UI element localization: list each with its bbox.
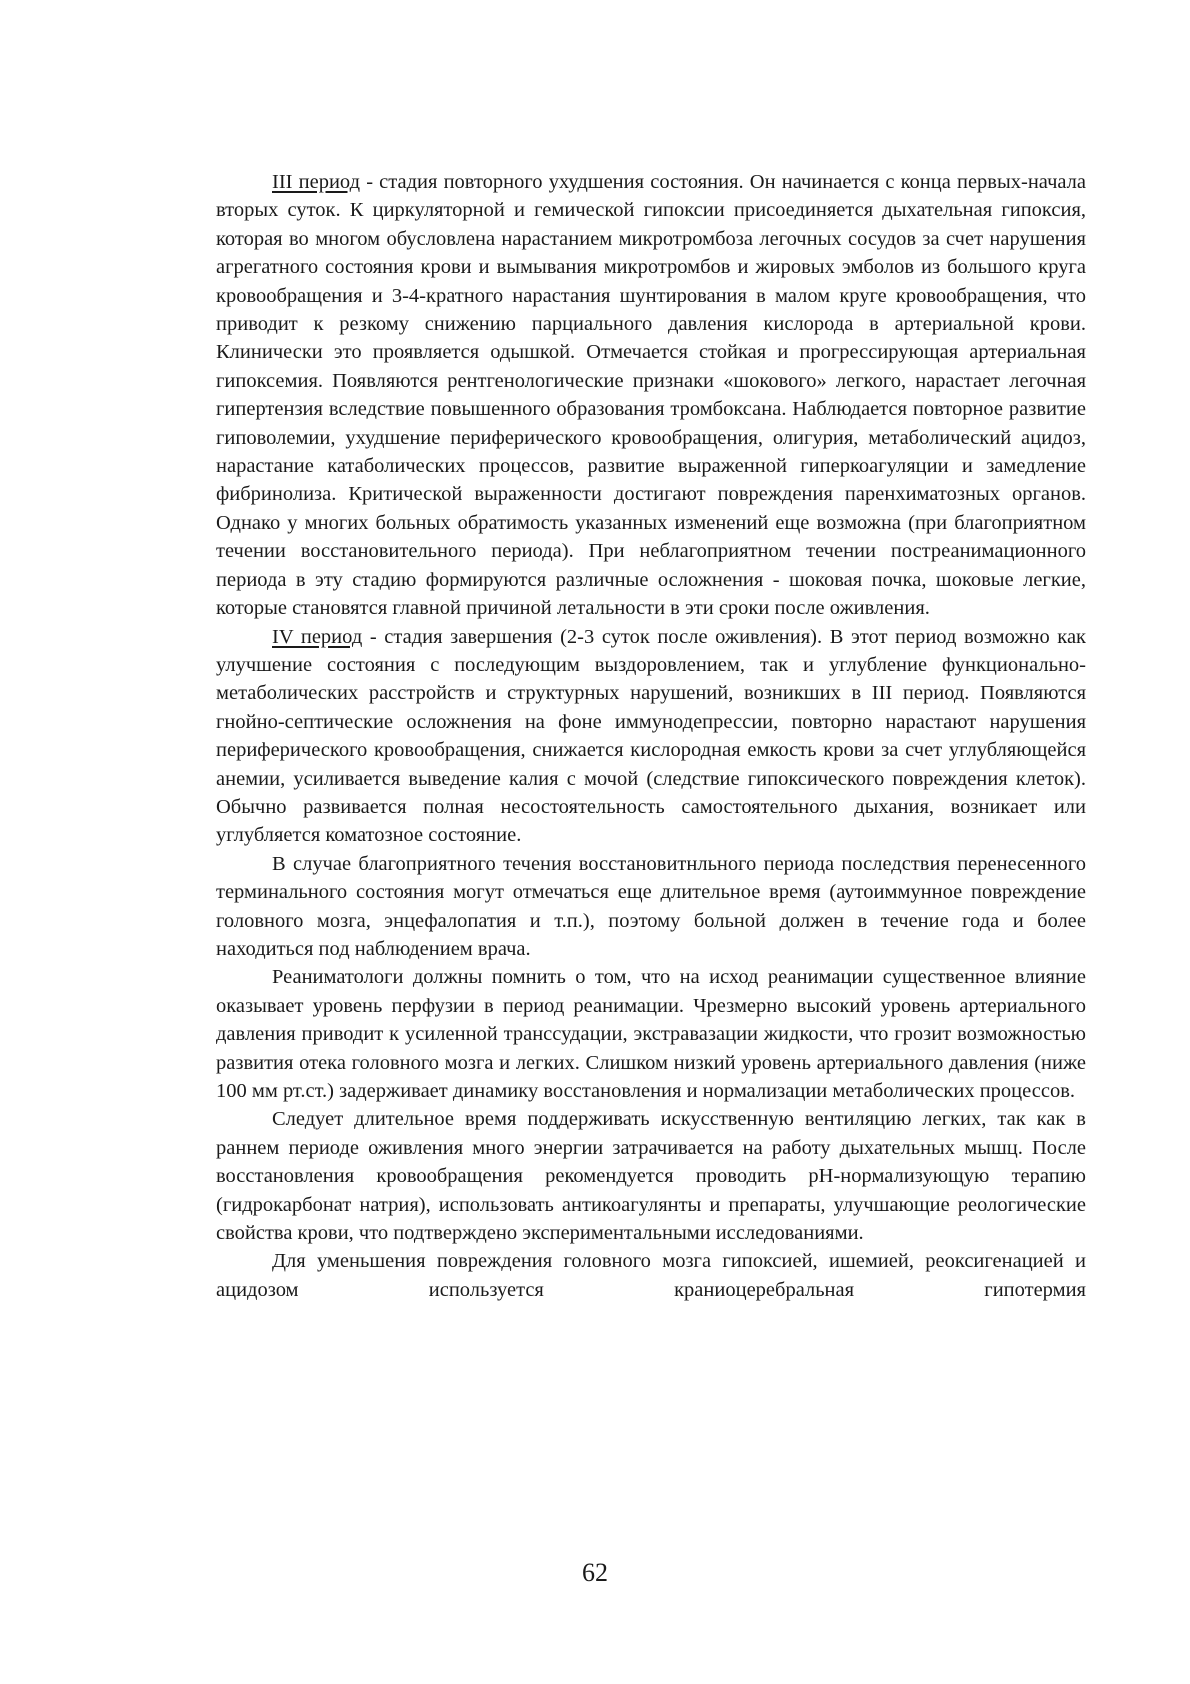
hypothermia-text: Для уменьшения повреждения головного мозга гипоксией, ишемией, реоксигенацией и ацидозом используется краниоцеребральная гипотермия — [216, 1250, 1086, 1301]
paragraph-period-3 — [216, 168, 1086, 623]
perfusion-level-text: Реаниматологи должны помнить о том, что на исход реанимации существенное влияние оказывает уровень перфузии в период реанимации. Чрезмерно высокий уровень артериального давления приводит к усиленной транссудации, экстравазации жидкости, что грозит возможностью развития отека головного мозга и легких. Слишком низкий уровень артериального давления (ниже 100 мм рт.ст.) задерживает динамику восстановления и нормализации метаболических процессов. — [216, 966, 1086, 1102]
paragraph-hypothermia — [216, 1247, 1086, 1304]
paragraph-ventilation — [216, 1105, 1086, 1247]
period-3-term: III период — [272, 171, 361, 193]
period-4-term: IV период — [272, 625, 363, 648]
period-4-text: - стадия завершения (2-3 суток после оживления). В этот период возможно как улучшение состояния с последующим выздоровлением, так и углубление функционально-метаболических расстройств и структурных нарушений, возникших в III период. Появляются гнойно-септические осложнения на фоне иммунодепрессии, повторно нарастают нарушения периферического кровообращения, снижается кислородная емкость крови за счет углубляющейся анемии, усиливается выведение калия с мочой (следствие гипоксического повреждения клеток). Обычно развивается полная несостоятельность самостоятельного дыхания, возникает или углубляется коматозное состояние. — [216, 625, 1087, 847]
ventilation-text: Следует длительное время поддерживать искусственную вентиляцию легких, так как в раннем периоде оживления много энергии затрачивается на работу дыхательных мышц. После восстановления кровообращения рекомендуется проводить pH-нормализующую терапию (гидрокарбонат натрия), использовать антикоагулянты и препараты, улучшающие реологические свойства крови, что подтверждено экспериментальными исследованиями. — [216, 1108, 1086, 1245]
paragraph-period-4 — [216, 623, 1086, 850]
body-text — [216, 168, 1086, 1304]
favorable-course-text: В случае благоприятного течения восстановитнльного периода последствия перенесенного терминального состояния могут отмечаться еще длительное время (аутоиммунное повреждение головного мозга, энцефалопатия и т.п.), поэтому больной должен в течение года и более находиться под наблюдением врача. — [216, 852, 1086, 960]
paragraph-favorable-course — [216, 850, 1086, 964]
page-number: 62 — [582, 1558, 608, 1587]
period-3-text: - стадия повторного ухудшения состояния. Он начинается с конца первых-начала вторых суток. К циркуляторной и гемической гипоксии присоединяется дыхательная гипоксия, которая во многом обусловлена нарастанием микротромбоза легочных сосудов за счет нарушения агрегатного состояния крови и вымывания микротромбов и жировых эмболов из большого круга кровообращения и 3-4-кратного нарастания шунтирования в малом круге кровообращения, что приводит к резкому снижению парциального давления кислорода в артериальной крови. Клинически это проявляется одышкой. Отмечается стойкая и прогрессирующая артериальная гипоксемия. Появляются рентгенологические признаки «шокового» легкого, нарастает легочная гипертензия вследствие повышенного образования тромбоксана. Наблюдается повторное развитие гиповолемии, ухудшение периферического кровообращения, олигурия, метаболический ацидоз, нарастание катаболических процессов, развитие выраженной гиперкоагуляции и замедление фибринолиза. Критической выраженности достигают повреждения паренхиматозных органов. Однако у многих больных обратимость указанных изменений еще возможна (при благоприятном течении восстановительного периода). При неблагоприятном течении постреанимационного периода в эту стадию формируются различные осложнения - шоковая почка, шоковые легкие, которые становятся главной причиной летальности в эти сроки после оживления. — [216, 171, 1086, 620]
paragraph-perfusion-level — [216, 963, 1086, 1105]
